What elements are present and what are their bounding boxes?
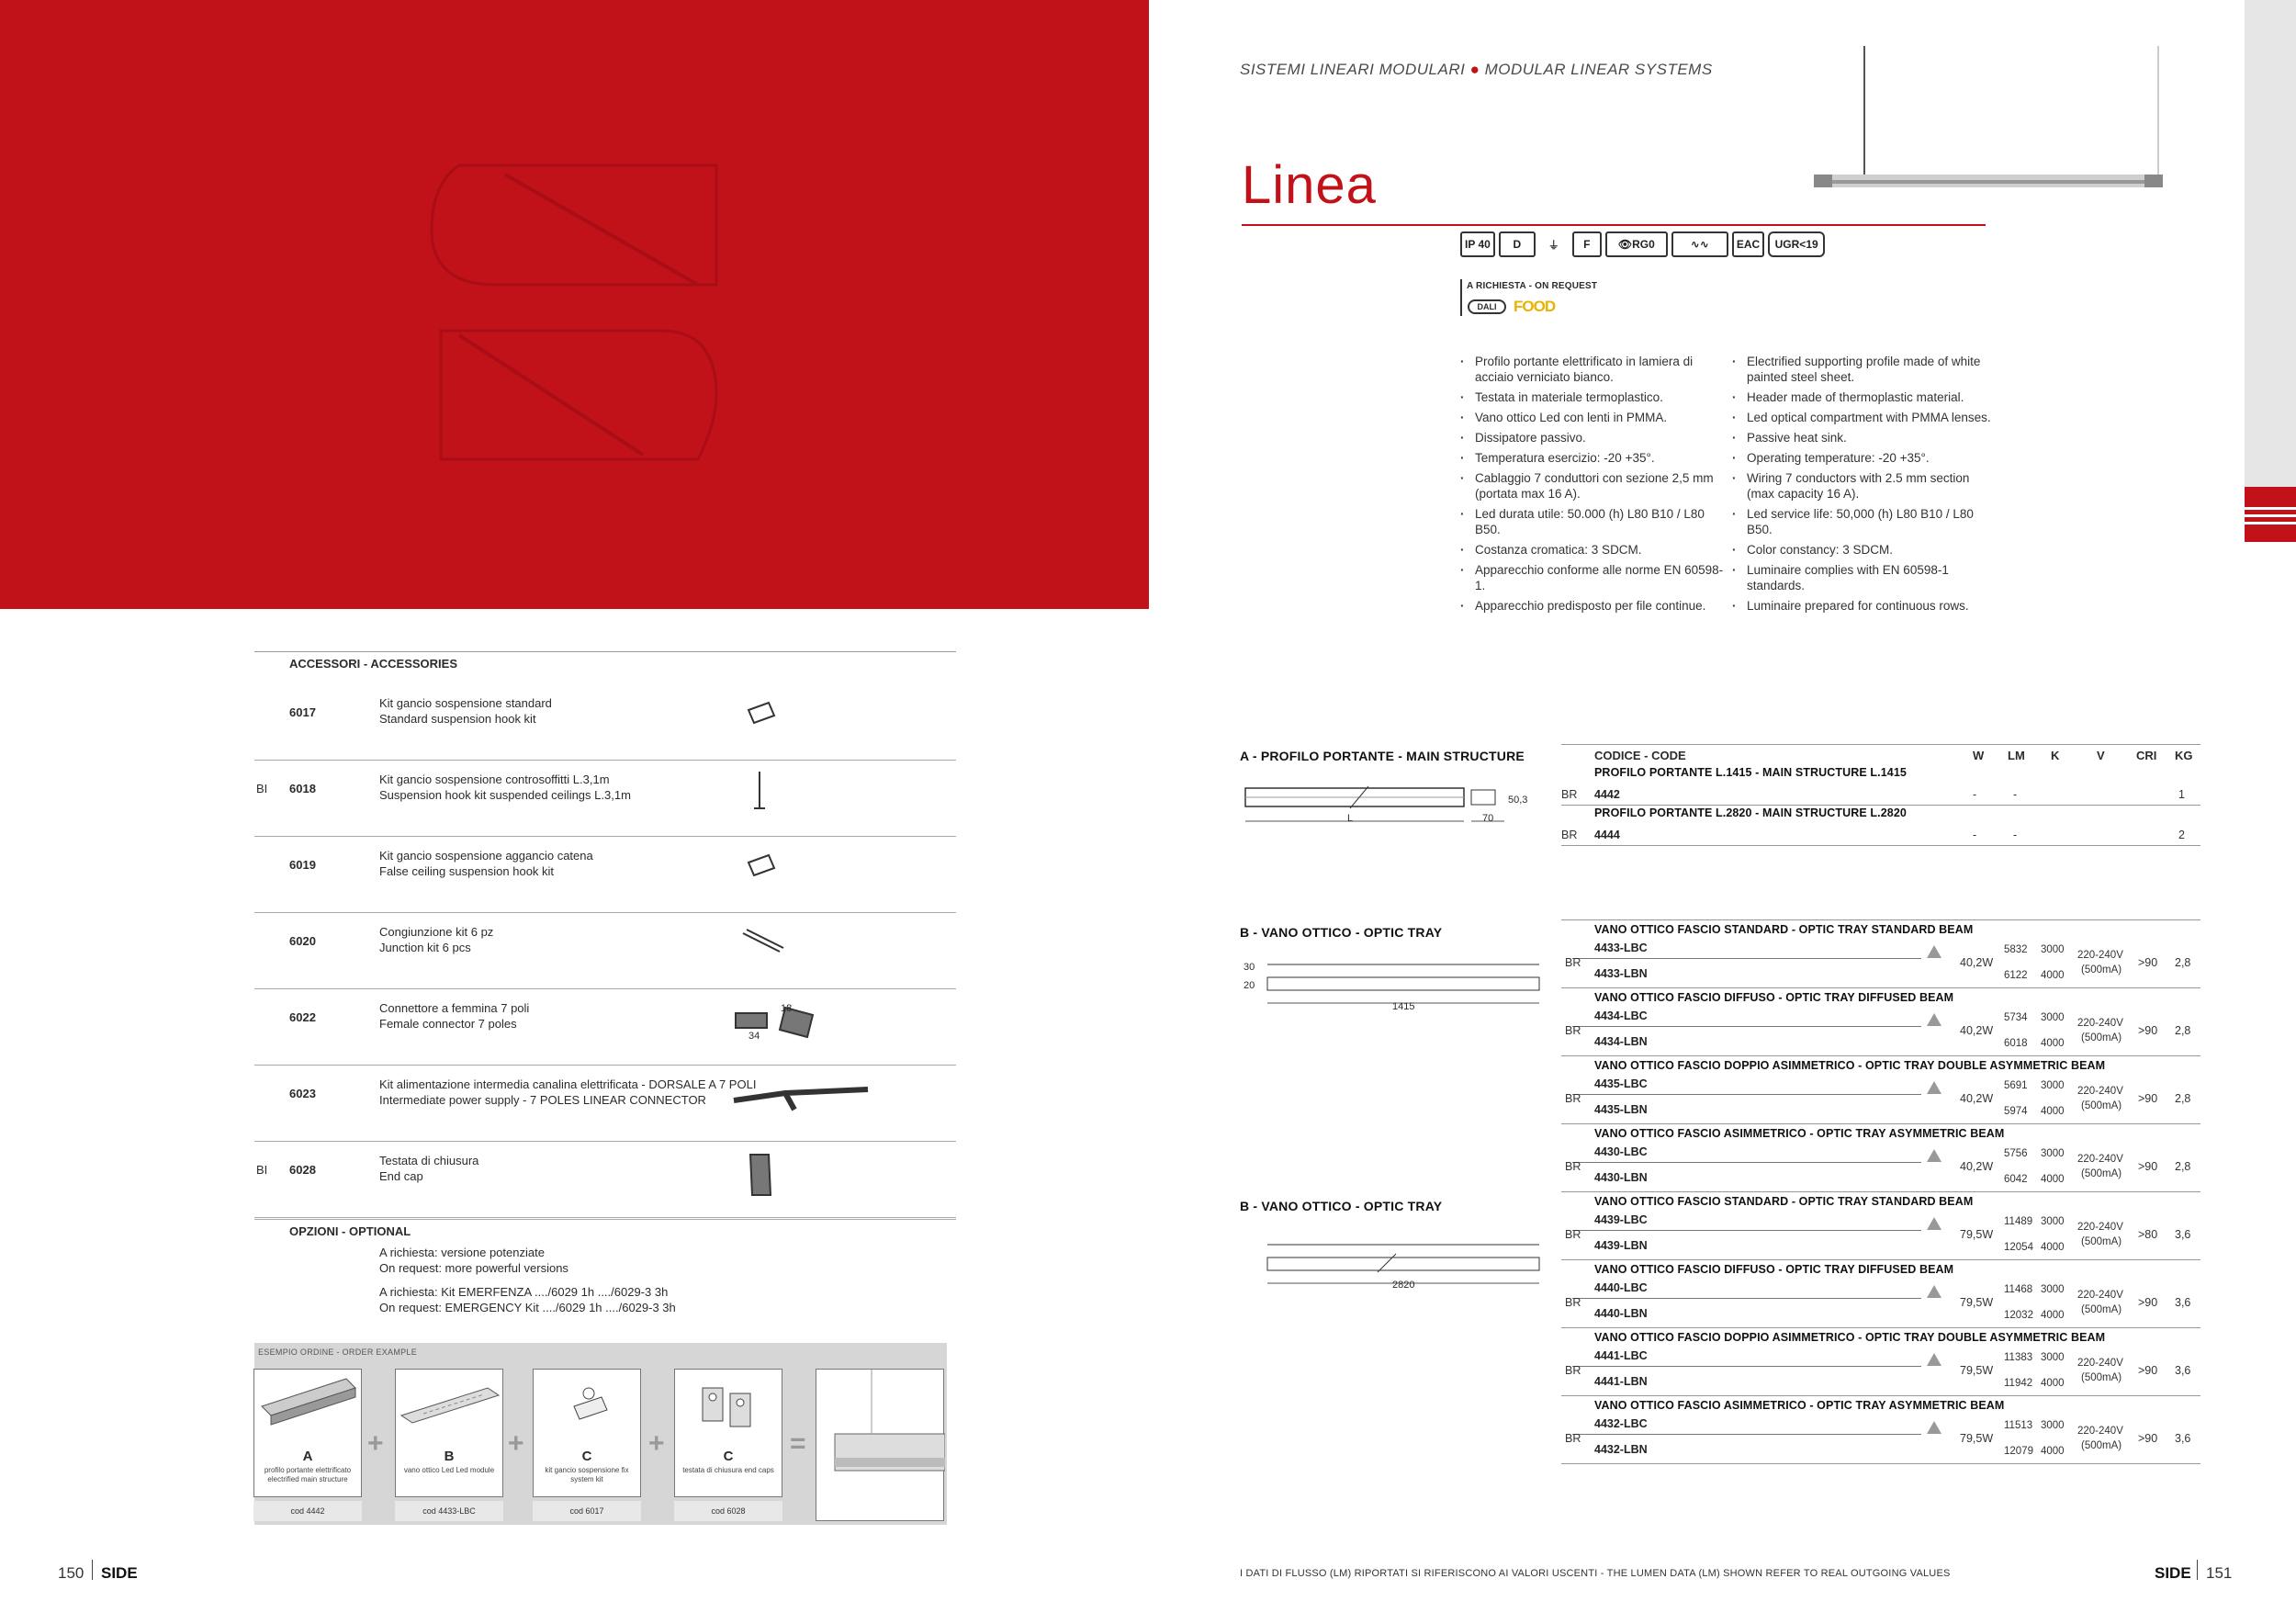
value-k: 4000 [2041, 970, 2065, 981]
value-lm: - [2013, 829, 2018, 841]
value-ma: (500mA) [2081, 1100, 2122, 1111]
value-kg: 3,6 [2175, 1364, 2191, 1377]
feature-item: · Apparecchio predisposto per file continue. [1458, 598, 1725, 614]
assembled-product-image [816, 1369, 944, 1521]
dimension-label: 18 [781, 1003, 793, 1014]
row-prefix: BR [1565, 1432, 1581, 1445]
optional-line: On request: more powerful versions [379, 1261, 568, 1275]
product-code: 4439-LBN [1594, 1239, 1648, 1252]
value-w: 79,5W [1960, 1364, 1994, 1377]
value-w: 79,5W [1960, 1432, 1994, 1445]
card-letter: C [723, 1449, 734, 1464]
value-kg: 1 [2178, 788, 2185, 801]
feature-item: · Wiring 7 conductors with 2.5 mm section (max capacity 16 A). [1730, 470, 1997, 502]
value-lm: 11489 [2004, 1216, 2033, 1227]
order-card [674, 1369, 782, 1497]
value-k: 3000 [2041, 1216, 2065, 1227]
feature-item: · Apparecchio conforme alle norme EN 60598-1. [1458, 562, 1725, 593]
divider [254, 1219, 956, 1220]
group-title: PROFILO PORTANTE L.2820 - MAIN STRUCTURE L.2820 [1594, 806, 1907, 819]
product-code: 4432-LBN [1594, 1443, 1648, 1456]
divider [1561, 987, 2200, 988]
card-code: cod 4433-LBC [395, 1501, 503, 1521]
value-w: 40,2W [1960, 1024, 1994, 1037]
accessory-code: 6020 [289, 934, 316, 948]
value-cri: >90 [2138, 1432, 2158, 1445]
divider [1561, 744, 2200, 745]
f-mark-icon: F [1572, 231, 1602, 257]
accessory-desc-en: Female connector 7 poles [379, 1017, 517, 1031]
feature-item: · Luminaire complies with EN 60598-1 standards. [1730, 562, 1997, 593]
product-code: 4440-LBC [1594, 1281, 1648, 1294]
value-v: 220-240V [2077, 1222, 2123, 1233]
card-desc: testata di chiusura end caps [682, 1466, 774, 1474]
row-prefix: BI [256, 1163, 268, 1177]
group-title: VANO OTTICO FASCIO STANDARD - OPTIC TRAY STANDARD BEAM [1594, 923, 1974, 936]
dimension-label: 1415 [1392, 1001, 1415, 1012]
dimension-label: 34 [748, 1031, 760, 1042]
optional-line: A richiesta: Kit EMERFENZA ..../6029 1h ..../6029-3 3h [379, 1285, 669, 1299]
certification-badges [1460, 231, 1825, 257]
order-card [253, 1369, 362, 1497]
col-header-w: W [1973, 749, 1985, 762]
optional-line: A richiesta: versione potenziate [379, 1246, 545, 1259]
value-w: 79,5W [1960, 1296, 1994, 1309]
accessory-image [730, 692, 877, 747]
beam-icon [1927, 1081, 1941, 1094]
value-lm: 12032 [2004, 1310, 2033, 1321]
value-k: 3000 [2041, 1148, 2065, 1159]
section-title-it: SISTEMI LINEARI MODULARI [1240, 61, 1466, 78]
feature-item: · Electrified supporting profile made of white painted steel sheet. [1730, 354, 1997, 385]
row-prefix: BR [1565, 1092, 1581, 1105]
value-k: 3000 [2041, 944, 2065, 955]
accessory-image [730, 844, 877, 899]
card-code: cod 6028 [674, 1501, 782, 1521]
divider [254, 1065, 956, 1066]
value-v: 220-240V [2077, 1018, 2123, 1029]
divider [1572, 1094, 1921, 1095]
accessory-desc-en: Intermediate power supply - 7 POLES LINEAR CONNECTOR [379, 1093, 706, 1107]
accessory-image [730, 768, 877, 823]
value-v: 220-240V [2077, 1154, 2123, 1165]
value-w: 40,2W [1960, 956, 1994, 969]
value-k: 3000 [2041, 1080, 2065, 1091]
order-example-title: ESEMPIO ORDINE - ORDER EXAMPLE [258, 1348, 418, 1357]
order-card [533, 1369, 641, 1497]
dimension-label: 70 [1482, 813, 1494, 824]
value-lm: 5734 [2004, 1012, 2028, 1023]
accessory-image [730, 997, 877, 1052]
hook-kit-image [534, 1370, 642, 1443]
accessory-code: 6028 [289, 1163, 316, 1177]
group-title: VANO OTTICO FASCIO ASIMMETRICO - OPTIC TRAY ASYMMETRIC BEAM [1594, 1399, 2005, 1412]
dimension-label: 30 [1244, 962, 1255, 973]
col-header-kg: KG [2175, 749, 2193, 762]
value-lm: 5832 [2004, 944, 2028, 955]
feature-item: · Led durata utile: 50.000 (h) L80 B10 / L80 B50. [1458, 506, 1725, 537]
value-kg: 2 [2178, 829, 2185, 841]
brand-label: SIDE [2155, 1564, 2191, 1582]
feature-item: · Header made of thermoplastic material. [1730, 389, 1997, 405]
accessory-desc-en: Suspension hook kit suspended ceilings L.3,1m [379, 788, 631, 802]
value-w: - [1973, 829, 1977, 841]
value-lm: 5691 [2004, 1080, 2028, 1091]
accessory-desc-en: End cap [379, 1169, 423, 1183]
accessory-image [730, 1149, 877, 1204]
product-code: 4441-LBN [1594, 1375, 1648, 1388]
value-kg: 3,6 [2175, 1432, 2191, 1445]
product-code: 4439-LBC [1594, 1213, 1648, 1226]
row-prefix: BR [1565, 1228, 1581, 1241]
row-prefix: BR [1565, 1160, 1581, 1173]
value-ma: (500mA) [2081, 1304, 2122, 1315]
value-w: 79,5W [1960, 1228, 1994, 1241]
product-code: 4434-LBC [1594, 1009, 1648, 1022]
divider [1561, 1463, 2200, 1464]
divider [1561, 1191, 2200, 1192]
card-code: cod 4442 [253, 1501, 362, 1521]
flicker-icon: ∿∿ [1671, 231, 1728, 257]
feature-item: · Led service life: 50,000 (h) L80 B10 / L80 B50. [1730, 506, 1997, 537]
card-desc: profilo portante elettrificato electrified main structure [264, 1466, 352, 1483]
class-d-icon [1499, 231, 1536, 257]
value-cri: >90 [2138, 1296, 2158, 1309]
divider [254, 988, 956, 989]
beam-icon [1927, 1421, 1941, 1434]
card-letter: C [581, 1449, 592, 1464]
risk-group-icon: 👁 RG0 [1605, 231, 1668, 257]
value-k: 3000 [2041, 1012, 2065, 1023]
value-kg: 2,8 [2175, 1024, 2191, 1037]
value-lm: 6042 [2004, 1174, 2028, 1185]
feature-item: · Profilo portante elettrificato in lamiera di acciaio verniciato bianco. [1458, 354, 1725, 385]
group-title: VANO OTTICO FASCIO DOPPIO ASIMMETRICO - OPTIC TRAY DOUBLE ASYMMETRIC BEAM [1594, 1331, 2106, 1344]
led-module-image [396, 1370, 504, 1443]
value-ma: (500mA) [2081, 1032, 2122, 1043]
title-divider [1242, 224, 1986, 226]
class-d-label: D [1513, 238, 1522, 251]
divider [1572, 1026, 1921, 1027]
accessory-image [730, 920, 877, 976]
value-cri: >90 [2138, 1092, 2158, 1105]
divider [254, 836, 956, 837]
ugr-icon: UGR<19 [1768, 231, 1825, 257]
accessory-desc-it: Connettore a femmina 7 poli [379, 1001, 530, 1015]
value-k: 4000 [2041, 1446, 2065, 1457]
brand-label: SIDE [101, 1564, 138, 1582]
value-k: 3000 [2041, 1420, 2065, 1431]
side-tab [2245, 0, 2296, 487]
product-code: 4435-LBN [1594, 1103, 1648, 1116]
group-title: VANO OTTICO FASCIO STANDARD - OPTIC TRAY STANDARD BEAM [1594, 1195, 1974, 1208]
value-kg: 3,6 [2175, 1296, 2191, 1309]
divider [1561, 1395, 2200, 1396]
accessory-desc-en: False ceiling suspension hook kit [379, 864, 555, 878]
row-prefix: BR [1561, 788, 1578, 801]
col-header-lm: LM [2008, 749, 2025, 762]
divider [1561, 1123, 2200, 1124]
section-heading: A - PROFILO PORTANTE - MAIN STRUCTURE [1240, 749, 1525, 763]
main-structure-drawing [1240, 781, 1515, 836]
product-code: 4435-LBC [1594, 1077, 1648, 1090]
value-kg: 3,6 [2175, 1228, 2191, 1241]
beam-icon [1927, 1013, 1941, 1026]
features-list-en [1730, 354, 1997, 618]
optional-line: On request: EMERGENCY Kit ..../6029 1h ..../6029-3 3h [379, 1301, 676, 1314]
col-header-v: V [2097, 749, 2105, 762]
beam-icon [1927, 1285, 1941, 1298]
divider [1561, 1055, 2200, 1056]
divider [1572, 1366, 1921, 1367]
product-hero-image [1800, 46, 2186, 202]
value-k: 4000 [2041, 1174, 2065, 1185]
value-k: 4000 [2041, 1242, 2065, 1253]
row-prefix: BR [1565, 956, 1581, 969]
page-number: 151 [2206, 1564, 2233, 1582]
accessory-desc-it: Congiunzione kit 6 pz [379, 925, 494, 939]
row-prefix: BR [1561, 829, 1578, 841]
product-code: 4434-LBN [1594, 1035, 1648, 1048]
plus-icon: + [367, 1428, 384, 1459]
card-desc: vano ottico Led Led module [403, 1466, 495, 1474]
value-ma: (500mA) [2081, 1168, 2122, 1179]
row-prefix: BR [1565, 1296, 1581, 1309]
value-k: 4000 [2041, 1038, 2065, 1049]
value-w: - [1973, 788, 1977, 801]
value-kg: 2,8 [2175, 956, 2191, 969]
card-letter: A [302, 1449, 313, 1464]
group-title: VANO OTTICO FASCIO DOPPIO ASIMMETRICO - OPTIC TRAY DOUBLE ASYMMETRIC BEAM [1594, 1059, 2106, 1072]
value-k: 4000 [2041, 1378, 2065, 1389]
value-v: 220-240V [2077, 1426, 2123, 1437]
value-cri: >90 [2138, 956, 2158, 969]
dali-icon: DALI [1468, 299, 1506, 314]
risk-group-label: RG0 [1632, 238, 1655, 251]
feature-item: · Temperatura esercizio: -20 +35°. [1458, 450, 1725, 466]
value-v: 220-240V [2077, 1086, 2123, 1097]
value-lm: 12079 [2004, 1446, 2033, 1457]
side-tab-accent [2245, 487, 2296, 542]
accessory-code: 6019 [289, 858, 316, 872]
row-prefix: BR [1565, 1364, 1581, 1377]
value-lm: 5756 [2004, 1148, 2028, 1159]
divider [92, 1560, 93, 1580]
row-prefix: BI [256, 782, 268, 795]
value-lm: - [2013, 788, 2018, 801]
lumen-note: I DATI DI FLUSSO (LM) RIPORTATI SI RIFERISCONO AI VALORI USCENTI - THE LUMEN DATA (LM) SHOWN REFER TO REAL OUTGOING VALUES [1240, 1568, 1951, 1579]
eac-icon: EAC [1732, 231, 1764, 257]
features-list-it [1458, 354, 1725, 618]
product-code: 4430-LBC [1594, 1145, 1648, 1158]
row-prefix: BR [1565, 1024, 1581, 1037]
end-cap-image [675, 1370, 783, 1443]
divider [1460, 279, 1462, 316]
value-lm: 5974 [2004, 1106, 2028, 1117]
accessory-image [730, 1073, 877, 1128]
value-k: 4000 [2041, 1106, 2065, 1117]
value-lm: 6122 [2004, 970, 2028, 981]
col-header-code: CODICE - CODE [1594, 749, 1686, 762]
feature-item: · Operating temperature: -20 +35°. [1730, 450, 1997, 466]
feature-item: · Costanza cromatica: 3 SDCM. [1458, 542, 1725, 558]
product-title: Linea [1242, 155, 1377, 215]
feature-item: · Vano ottico Led con lenti in PMMA. [1458, 410, 1725, 425]
dimension-label: L [1347, 813, 1354, 824]
accessory-desc-it: Kit gancio sospensione aggancio catena [379, 849, 593, 863]
section-header [1240, 61, 1713, 79]
value-cri: >90 [2138, 1024, 2158, 1037]
value-k: 3000 [2041, 1352, 2065, 1363]
product-code: 4440-LBN [1594, 1307, 1648, 1320]
divider [1572, 958, 1921, 959]
accessory-code: 6017 [289, 705, 316, 719]
page-number: 150 [58, 1564, 84, 1582]
beam-icon [1927, 1353, 1941, 1366]
value-lm: 11383 [2004, 1352, 2033, 1363]
bullet-dot-icon: ● [1469, 61, 1485, 78]
product-code: 4433-LBN [1594, 967, 1648, 980]
feature-item: · Led optical compartment with PMMA lenses. [1730, 410, 1997, 425]
accessory-desc-it: Kit gancio sospensione standard [379, 696, 552, 710]
feature-item: · Dissipatore passivo. [1458, 430, 1725, 445]
value-cri: >80 [2138, 1228, 2158, 1241]
optional-heading: OPZIONI - OPTIONAL [289, 1224, 411, 1238]
card-code: cod 6017 [533, 1501, 641, 1521]
accessory-desc-en: Standard suspension hook kit [379, 712, 536, 726]
divider [254, 912, 956, 913]
product-code: 4441-LBC [1594, 1349, 1648, 1362]
value-ma: (500mA) [2081, 1440, 2122, 1451]
divider [1561, 1327, 2200, 1328]
product-code: 4430-LBN [1594, 1171, 1648, 1184]
product-code: 4442 [1594, 788, 1620, 801]
divider [1561, 845, 2200, 846]
group-title: VANO OTTICO FASCIO DIFFUSO - OPTIC TRAY DIFFUSED BEAM [1594, 991, 1954, 1004]
plus-icon: + [648, 1428, 665, 1459]
accessory-desc-en: Junction kit 6 pcs [379, 941, 471, 954]
accessory-code: 6018 [289, 782, 316, 795]
value-lm: 12054 [2004, 1242, 2033, 1253]
dimension-label: 20 [1244, 980, 1255, 991]
divider [1572, 1230, 1921, 1231]
col-header-k: K [2051, 749, 2060, 762]
feature-item: · Passive heat sink. [1730, 430, 1997, 445]
value-lm: 11513 [2004, 1420, 2033, 1431]
beam-icon [1927, 1149, 1941, 1162]
product-code: 4433-LBC [1594, 942, 1648, 954]
value-k: 3000 [2041, 1284, 2065, 1295]
accessories-heading: ACCESSORI - ACCESSORIES [289, 657, 457, 671]
accessory-desc-it: Kit gancio sospensione controsoffitti L.3,1m [379, 773, 610, 786]
red-cover-panel [0, 0, 1149, 609]
group-title: VANO OTTICO FASCIO ASIMMETRICO - OPTIC TRAY ASYMMETRIC BEAM [1594, 1127, 2005, 1140]
value-v: 220-240V [2077, 1290, 2123, 1301]
value-w: 40,2W [1960, 1092, 1994, 1105]
section-heading: B - VANO OTTICO - OPTIC TRAY [1240, 925, 1443, 940]
card-letter: B [444, 1449, 455, 1464]
group-title: PROFILO PORTANTE L.1415 - MAIN STRUCTURE L.1415 [1594, 766, 1907, 779]
brand-logo-icon [395, 147, 744, 478]
ip-badge-icon: IP 40 [1460, 231, 1495, 257]
card-desc: kit gancio sospensione fix system kit [545, 1466, 629, 1483]
value-ma: (500mA) [2081, 1236, 2122, 1247]
value-kg: 2,8 [2175, 1092, 2191, 1105]
value-kg: 2,8 [2175, 1160, 2191, 1173]
feature-item: · Testata in materiale termoplastico. [1458, 389, 1725, 405]
value-lm: 11942 [2004, 1378, 2033, 1389]
feature-item: · Luminaire prepared for continuous rows. [1730, 598, 1997, 614]
accessory-code: 6022 [289, 1010, 316, 1024]
order-card [395, 1369, 503, 1497]
value-v: 220-240V [2077, 950, 2123, 961]
accessory-desc-it: Kit alimentazione intermedia canalina elettrificata - DORSALE A 7 POLI [379, 1077, 757, 1091]
divider [1572, 1298, 1921, 1299]
value-lm: 6018 [2004, 1038, 2028, 1049]
earth-icon: ⏚ [1539, 231, 1569, 257]
value-v: 220-240V [2077, 1358, 2123, 1369]
beam-icon [1927, 1217, 1941, 1230]
divider [2197, 1560, 2198, 1580]
section-title-en: MODULAR LINEAR SYSTEMS [1484, 61, 1713, 78]
product-code: 4444 [1594, 829, 1620, 841]
divider [1561, 919, 2200, 920]
divider [1572, 1162, 1921, 1163]
accessory-desc-it: Testata di chiusura [379, 1154, 479, 1167]
divider [254, 1141, 956, 1142]
divider [1572, 1434, 1921, 1435]
divider [1561, 1259, 2200, 1260]
value-w: 40,2W [1960, 1160, 1994, 1173]
value-cri: >90 [2138, 1364, 2158, 1377]
beam-icon [1927, 945, 1941, 958]
dimension-label: 50,3 [1508, 795, 1528, 806]
main-structure-image [254, 1370, 363, 1443]
value-lm: 11468 [2004, 1284, 2033, 1295]
section-heading: B - VANO OTTICO - OPTIC TRAY [1240, 1199, 1443, 1213]
divider [254, 651, 956, 652]
value-ma: (500mA) [2081, 964, 2122, 976]
group-title: VANO OTTICO FASCIO DIFFUSO - OPTIC TRAY DIFFUSED BEAM [1594, 1263, 1954, 1276]
divider [254, 760, 956, 761]
col-header-cri: CRI [2136, 749, 2157, 762]
equals-icon: = [790, 1428, 806, 1459]
feature-item: · Cablaggio 7 conduttori con sezione 2,5 mm (portata max 16 A). [1458, 470, 1725, 502]
divider [254, 1217, 956, 1218]
accessory-code: 6023 [289, 1087, 316, 1100]
value-k: 4000 [2041, 1310, 2065, 1321]
product-code: 4432-LBC [1594, 1417, 1648, 1430]
food-icon: FOOD [1514, 298, 1556, 315]
feature-item: · Color constancy: 3 SDCM. [1730, 542, 1997, 558]
dimension-label: 2820 [1392, 1280, 1415, 1291]
value-cri: >90 [2138, 1160, 2158, 1173]
value-ma: (500mA) [2081, 1372, 2122, 1383]
divider [1561, 805, 2200, 806]
on-request-label: A RICHIESTA - ON REQUEST [1467, 281, 1598, 291]
plus-icon: + [508, 1428, 524, 1459]
